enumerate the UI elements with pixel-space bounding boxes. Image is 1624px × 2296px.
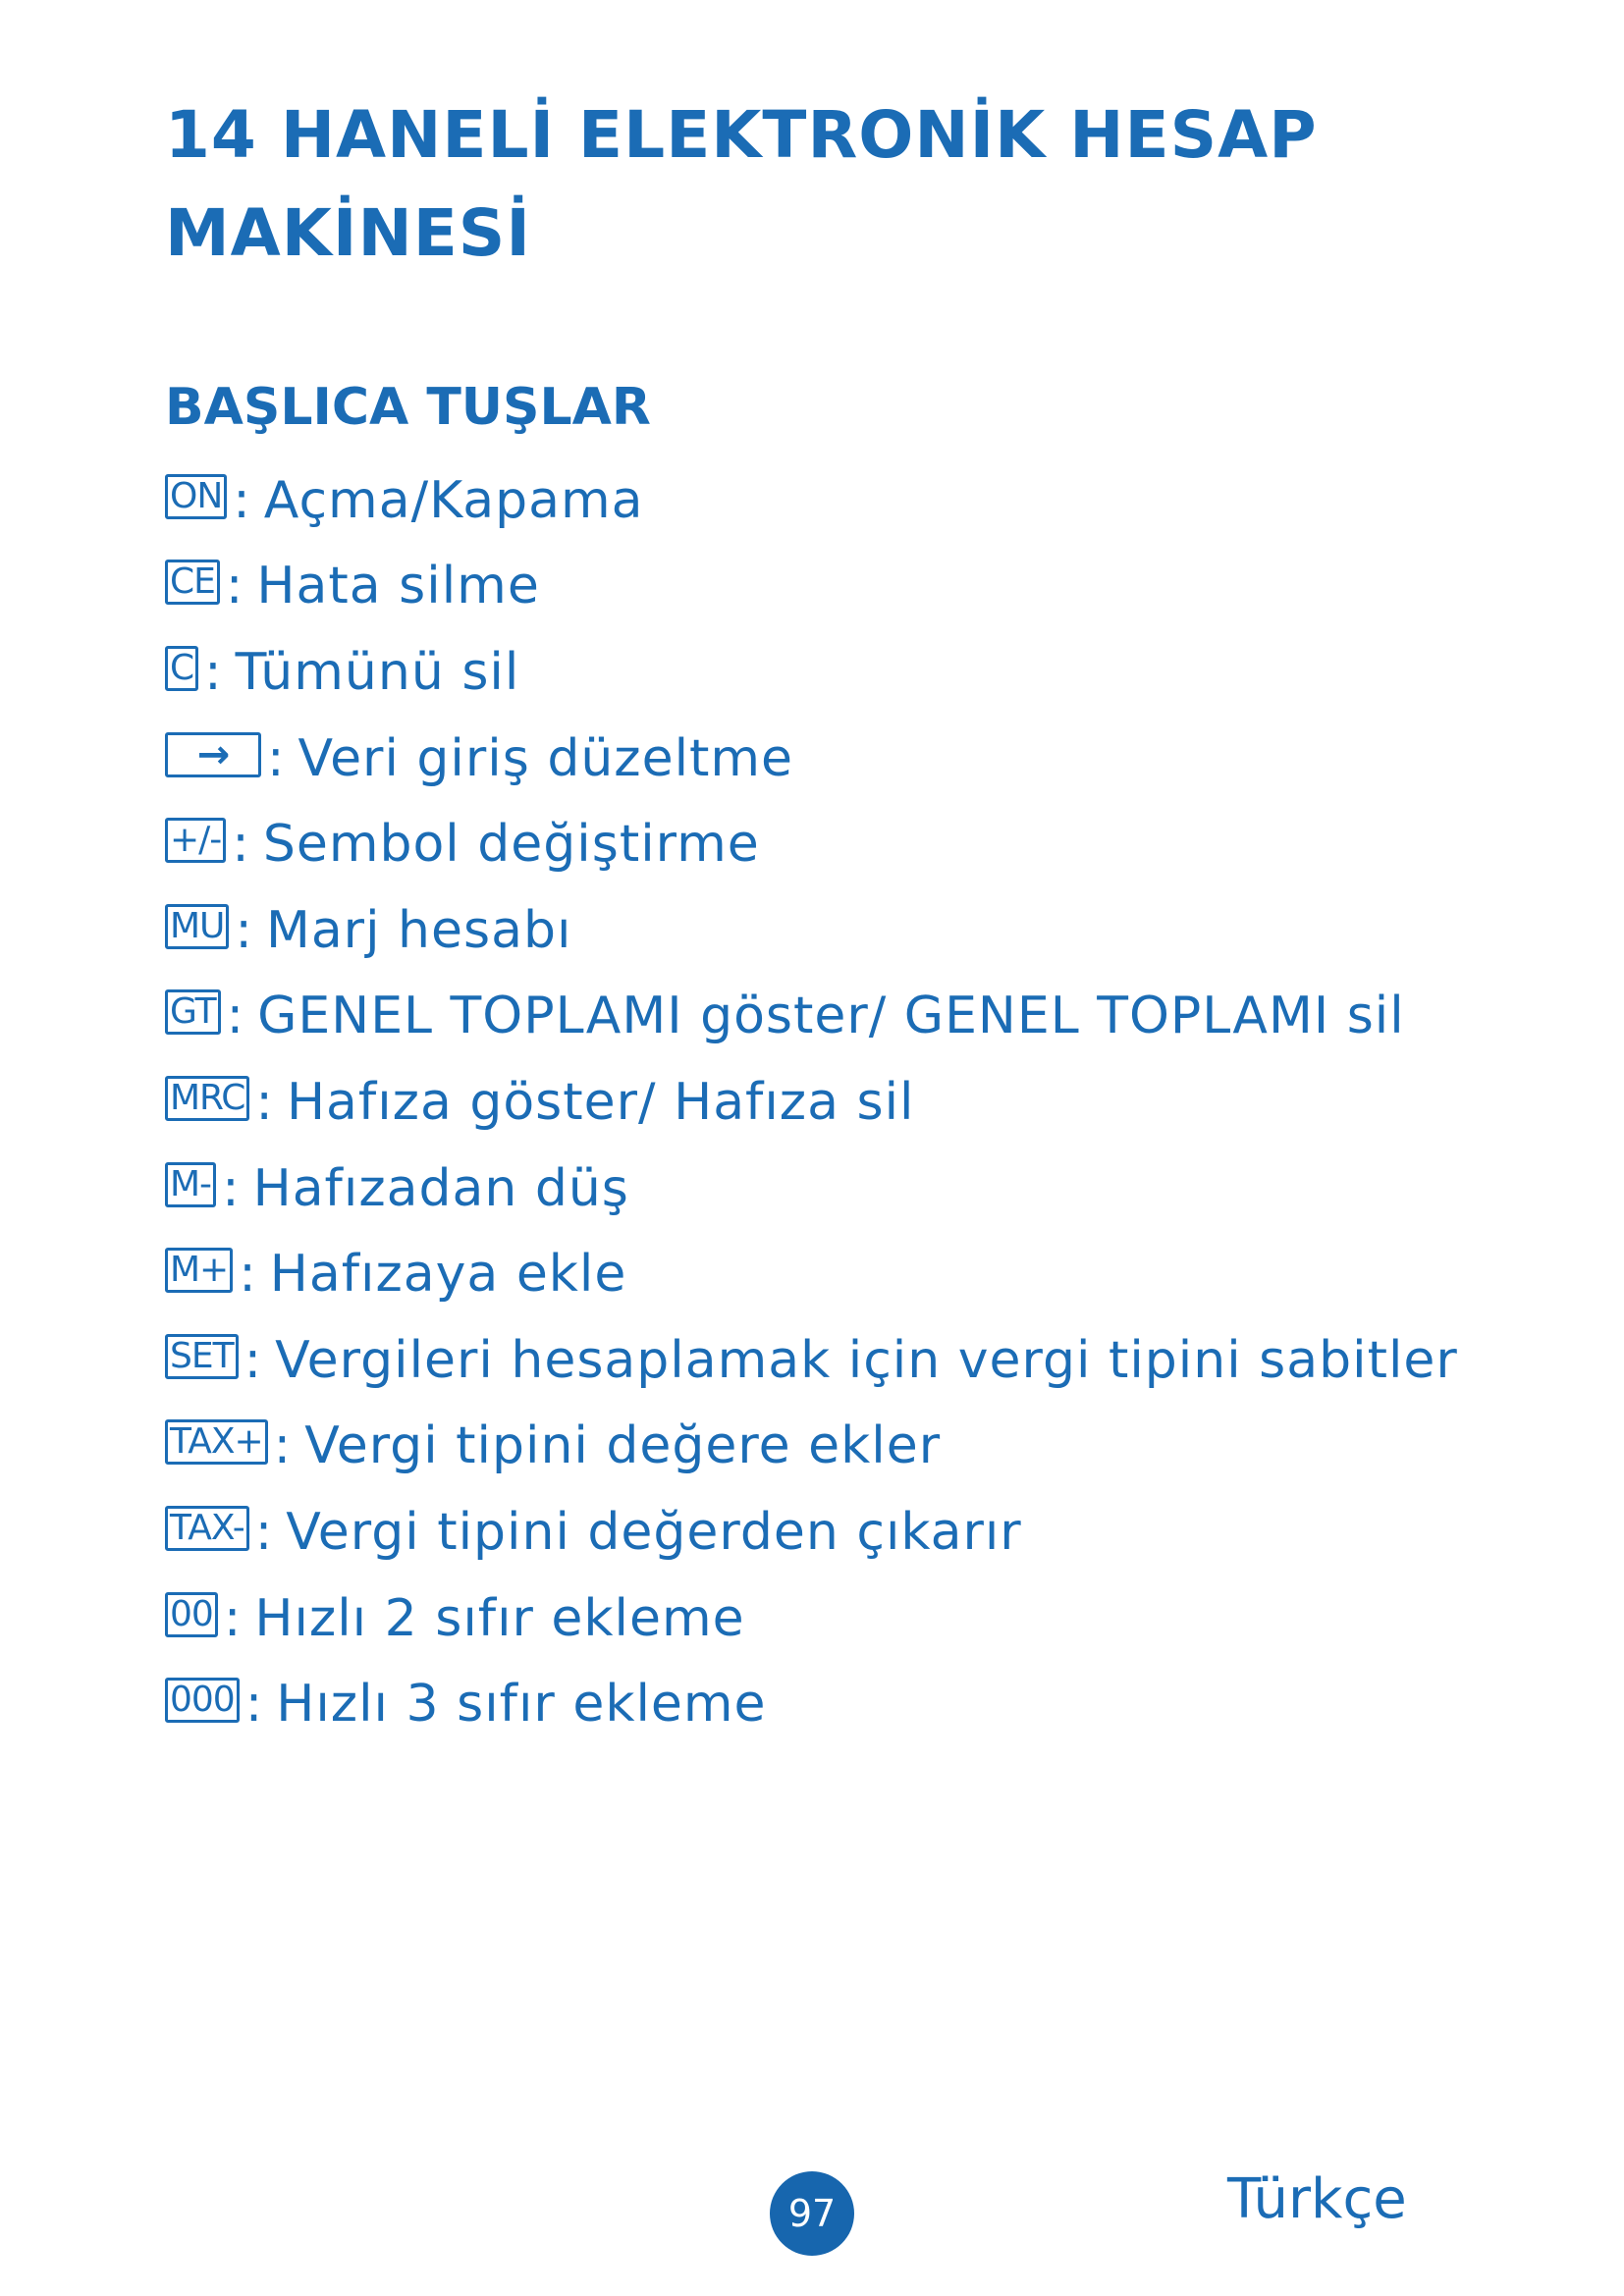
- key-row-double-zero: [165, 1575, 1458, 1662]
- key-icon-mrc: MRC: [165, 1076, 249, 1121]
- separator: :: [233, 470, 250, 530]
- key-description: Açma/Kapama: [263, 470, 644, 530]
- tax-minus-key-icon: TAX-: [165, 1506, 249, 1551]
- tax-plus-key-icon: TAX+: [165, 1419, 268, 1465]
- key-icon-mu: MU: [165, 904, 229, 949]
- key-description: Hafıza göster/ Hafıza sil: [286, 1072, 915, 1132]
- key-description: Hızlı 3 sıfır ekleme: [276, 1675, 767, 1735]
- key-row-c: [165, 629, 1458, 716]
- separator: :: [267, 728, 285, 788]
- key-icon-ce: CE: [165, 560, 220, 605]
- key-row-mrc: [165, 1059, 1458, 1146]
- separator: :: [244, 1330, 262, 1390]
- section-heading: BAŞLICA TUŞLAR: [165, 378, 651, 437]
- separator: :: [223, 1588, 242, 1648]
- key-row-triple-zero: [165, 1661, 1458, 1747]
- key-description: Hızlı 2 sıfır ekleme: [254, 1588, 745, 1648]
- separator: :: [254, 1502, 273, 1562]
- separator: :: [235, 900, 252, 960]
- language-label: Türkçe: [1227, 2167, 1407, 2231]
- separator: :: [244, 1675, 263, 1735]
- key-row-tax-minus: [165, 1489, 1458, 1575]
- key-description: Veri giriş düzeltme: [298, 728, 794, 788]
- page-number-badge: 97: [770, 2171, 854, 2256]
- right-arrow-key-icon: →: [165, 732, 261, 777]
- separator: :: [222, 1158, 240, 1218]
- key-description: Vergi tipini değerden çıkarır: [286, 1502, 1022, 1562]
- separator: :: [239, 1245, 256, 1305]
- separator: :: [232, 815, 249, 875]
- key-icon-set: SET: [165, 1334, 239, 1379]
- double-zero-key-icon: 00: [165, 1592, 218, 1637]
- key-row-tax-plus: [165, 1404, 1458, 1490]
- plus-minus-key-icon: +/-: [165, 818, 226, 863]
- key-row-m-minus: [165, 1146, 1458, 1232]
- key-row-arrow: [165, 716, 1458, 802]
- key-row-mu: [165, 887, 1458, 974]
- page-title: 14 HANELİ ELEKTRONİK HESAP MAKİNESİ: [165, 97, 1318, 271]
- separator: :: [255, 1072, 273, 1132]
- key-description: GENEL TOPLAMI göster/ GENEL TOPLAMI sil: [257, 987, 1405, 1046]
- separator: :: [225, 557, 244, 616]
- key-description: Hafızaya ekle: [269, 1245, 627, 1305]
- key-description: Vergileri hesaplamak için vergi tipini sabitler: [275, 1330, 1458, 1390]
- key-icon-gt: GT: [165, 989, 221, 1035]
- key-description: Hafızadan düş: [252, 1158, 629, 1218]
- key-description: Tümünü sil: [235, 642, 520, 702]
- separator: :: [226, 987, 244, 1046]
- key-icon-c: C: [165, 646, 198, 691]
- memory-plus-key-icon: M+: [165, 1248, 233, 1293]
- separator: :: [204, 642, 222, 702]
- key-row-m-plus: [165, 1231, 1458, 1317]
- key-description: Marj hesabı: [265, 900, 572, 960]
- key-description: Sembol değiştirme: [262, 815, 760, 875]
- key-description: Hata silme: [256, 557, 540, 616]
- memory-minus-key-icon: M-: [165, 1162, 216, 1207]
- key-list: [165, 457, 1458, 1747]
- key-row-gt: [165, 974, 1458, 1060]
- key-row-ce: [165, 544, 1458, 630]
- key-description: Vergi tipini değere ekler: [304, 1416, 942, 1476]
- key-row-plus-minus: [165, 801, 1458, 887]
- key-row-set: [165, 1317, 1458, 1404]
- separator: :: [273, 1416, 292, 1476]
- triple-zero-key-icon: 000: [165, 1678, 240, 1723]
- key-row-on: [165, 457, 1458, 544]
- key-icon-on: ON: [165, 474, 227, 519]
